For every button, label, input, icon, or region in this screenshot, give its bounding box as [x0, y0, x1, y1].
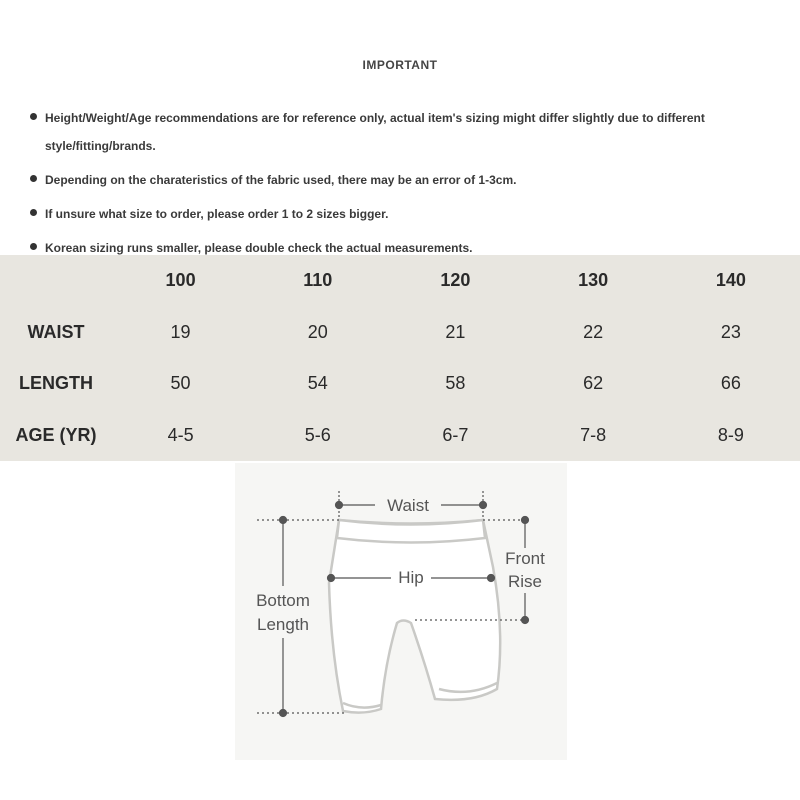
table-cell: 21 — [445, 321, 466, 342]
table-cell: 23 — [720, 321, 741, 342]
hip-label: Hip — [398, 568, 424, 587]
front-rise-label: Front — [505, 549, 545, 568]
table-cell: 20 — [307, 321, 328, 342]
bottom-length-label: Bottom — [256, 591, 310, 610]
important-notes — [30, 104, 780, 262]
table-cell: 22 — [583, 321, 604, 342]
size-header: 110 — [303, 270, 333, 291]
waist-label: Waist — [387, 496, 429, 515]
note-item: If unsure what size to order, please order 1 to 2 sizes bigger. — [30, 200, 780, 228]
size-header: 130 — [578, 270, 609, 291]
page-title: IMPORTANT — [362, 58, 438, 72]
table-cell: 66 — [720, 373, 741, 394]
note-item: Depending on the charateristics of the fabric used, there may be an error of 1-3cm. — [30, 166, 780, 194]
size-header-row — [0, 255, 800, 307]
table-cell: 19 — [170, 321, 191, 342]
table-cell: 62 — [583, 373, 604, 394]
table-row — [0, 307, 800, 359]
table-cell: 7-8 — [580, 424, 607, 445]
row-label-age: AGE (YR) — [15, 424, 97, 445]
table-cell: 54 — [307, 373, 328, 394]
table-cell: 5-6 — [304, 424, 331, 445]
measurement-diagram — [235, 463, 567, 760]
table-cell: 4-5 — [167, 424, 194, 445]
table-cell: 8-9 — [717, 424, 744, 445]
row-label-length: LENGTH — [19, 373, 93, 394]
table-row — [0, 358, 800, 410]
note-item: Height/Weight/Age recommendations are for reference only, actual item's sizing might differ slightly due to different style/fitting/brands. — [30, 104, 780, 160]
table-cell: 58 — [445, 373, 466, 394]
corner-cell — [0, 255, 112, 307]
size-header: 140 — [715, 270, 746, 291]
size-header: 120 — [440, 270, 471, 291]
front-rise-label: Rise — [507, 572, 543, 591]
bottom-length-label: Length — [257, 615, 309, 634]
table-cell: 6-7 — [442, 424, 469, 445]
table-row — [0, 410, 800, 462]
row-label-waist: WAIST — [27, 321, 85, 342]
table-cell: 50 — [170, 373, 191, 394]
size-chart-table — [0, 255, 800, 461]
note-item: Korean sizing runs smaller, please double check the actual measurements. — [30, 234, 780, 262]
size-header: 100 — [165, 270, 196, 291]
